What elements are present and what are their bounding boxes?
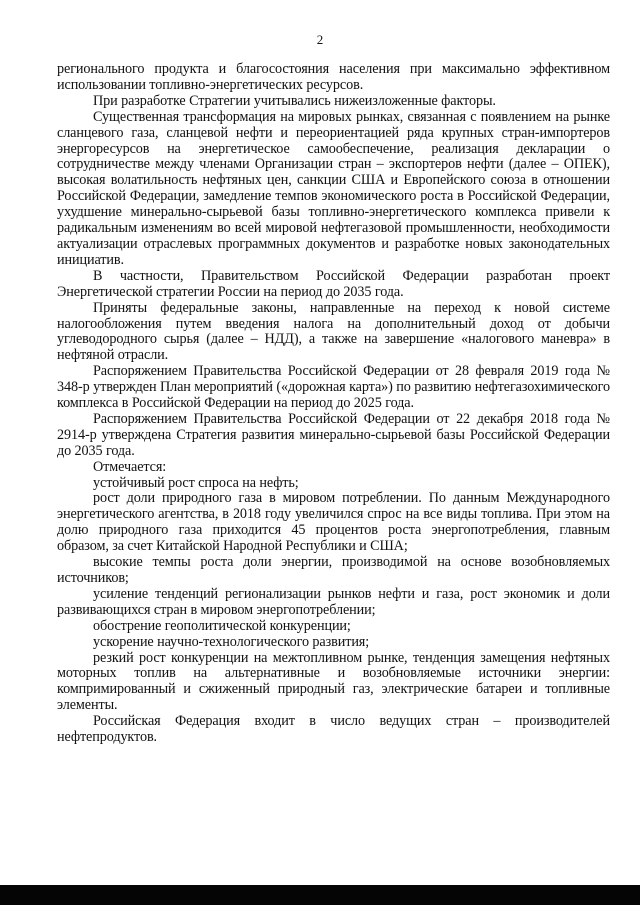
page-number: 2	[316, 32, 324, 47]
list-item: ускорение научно-технологического развития;	[93, 633, 370, 650]
document-body	[57, 62, 610, 746]
list-item: усиление тенденций регионализации рынков нефти и газа, рост экономик и доли развивающихся стран в мировом энергопотреблении;	[57, 585, 610, 618]
paragraph: регионального продукта и благосостояния населения при максимально эффективном использовании топливно-энергетических ресурсов.	[57, 61, 610, 93]
paragraph: Российская Федерация входит в число ведущих стран – производителей нефтепродуктов.	[57, 713, 610, 746]
list-item: обострение геополитической конкуренции;	[93, 617, 351, 634]
paragraph: Распоряжением Правительства Российской Федерации от 28 февраля 2019 года № 348-р утвержден План мероприятий («дорожная карта») по развитию нефтегазохимического комплекса в Российской Федерации на период до 2025 года.	[57, 363, 610, 412]
list-item: рост доли природного газа в мировом потреблении. По данным Международного энергетического агентства, в 2018 году увеличился спрос на все виды топлива. При этом на долю природного газа приходится 45 процентов роста энергопотребления, главным образом, за счет Китайской Народной Республики и США;	[57, 490, 610, 555]
paragraph: Отмечается:	[93, 458, 167, 475]
paragraph: Распоряжением Правительства Российской Федерации от 22 декабря 2018 года № 2914-р утверждена Стратегия развития минерально-сырьевой базы Российской Федерации до 2035 года.	[57, 410, 610, 459]
list-item: устойчивый рост спроса на нефть;	[93, 474, 299, 491]
list-item: высокие темпы роста доли энергии, производимой на основе возобновляемых источников;	[57, 554, 610, 586]
paragraph: Существенная трансформация на мировых рынках, связанная с появлением на рынке сланцевого газа, сланцевой нефти и переориентацией ряда крупных стран-импортеров энергоресурсов на энергетическое самообеспечение, реализация декларации о сотрудничестве между членами Организации стран – экспортеров нефти (далее – ОПЕК), высокая волатильность нефтяных цен, санкции США и Европейского союза в отношении Российской Федерации, замедление темпов экономического роста в Российской Федерации, ухудшение минерально-сырьевой базы топливно-энергетического комплекса привели к радикальным изменениям во всей мировой нефтегазовой промышленности, необходимости актуализации отраслевых программных документов и разработке новых законодательных инициатив.	[57, 108, 610, 268]
scan-bottom-bar	[0, 885, 640, 905]
paragraph: В частности, Правительством Российской Федерации разработан проект Энергетической стратегии России на период до 2035 года.	[57, 267, 610, 300]
paragraph: Приняты федеральные законы, направленные на переход к новой системе налогообложения путем введения налога на дополнительный доход от добычи углеводородного сырья (далее – НДД), а также на завершение «налогового маневра» в нефтяной отрасли.	[57, 299, 610, 364]
list-item: резкий рост конкуренции на межтопливном рынке, тенденция замещения нефтяных моторных топлив на альтернативные и возобновляемые источники энергии: компримированный и сжиженный природный газ, электрические батареи и топливные элементы.	[57, 649, 610, 714]
paragraph: При разработке Стратегии учитывались нижеизложенные факторы.	[93, 92, 496, 109]
